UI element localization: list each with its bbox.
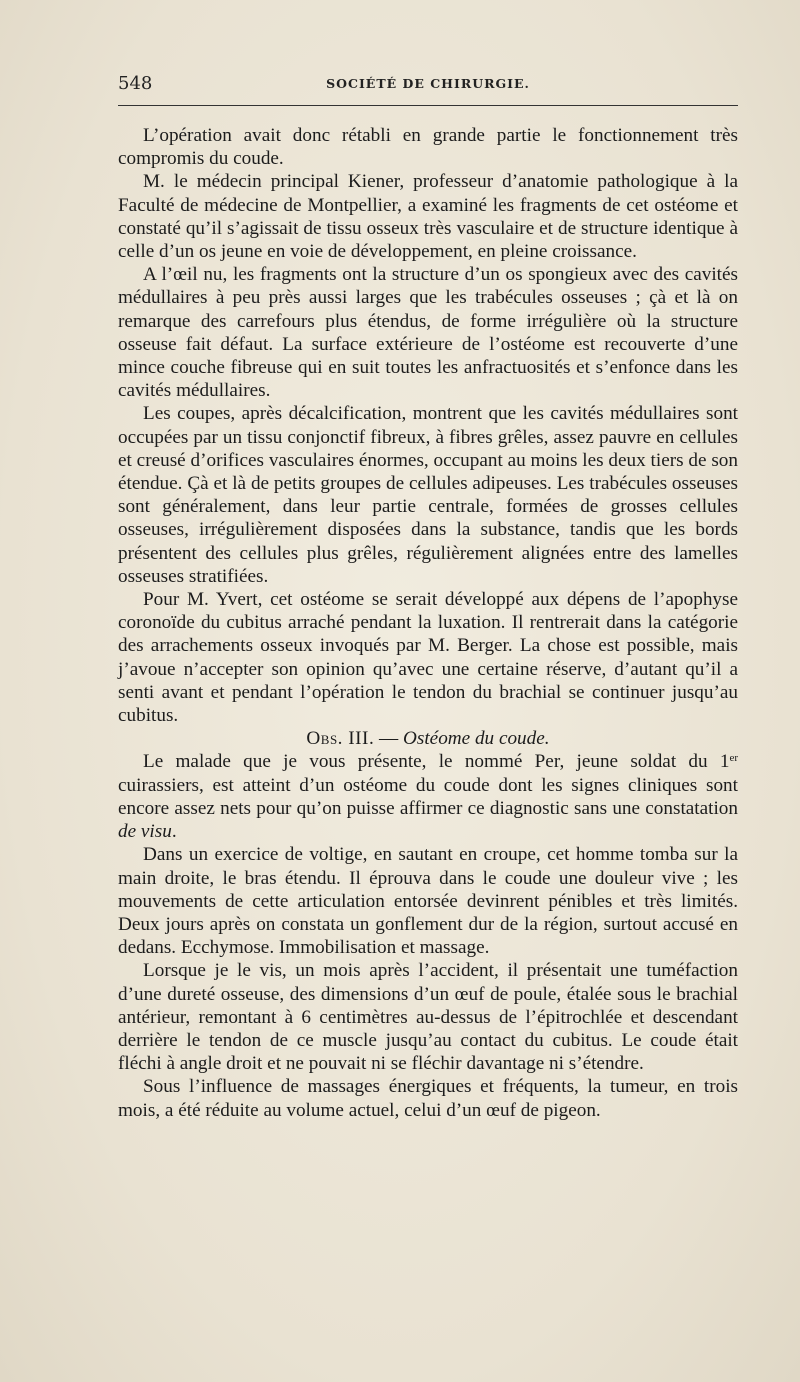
- observation-paragraph: Lorsque je le vis, un mois après l’accident, il présentait une tuméfaction d’une dureté osseuse, des dimensions d’un œuf de poule, étalée sous le brachial antérieur, remontant à 6 centimètres au-dessus de l’épitrochlée et descendant derrière le tendon de ce muscle jusqu’au contact du cubitus. Le coude était fléchi à angle droit et ne pouvait ni se fléchir davantage ni s’étendre.: [118, 960, 738, 1075]
- ordinal-suffix: er: [729, 752, 738, 765]
- paragraph: L’opération avait donc rétabli en grande partie le fonctionnement très compromis du coude.: [118, 125, 738, 170]
- paragraph: Pour M. Yvert, cet ostéome se serait développé aux dépens de l’apophyse coronoïde du cubitus arraché pendant la luxation. Il rentrerait dans la catégorie des arrachements osseux invoqués par M. Berger. La chose est possible, mais j’avoue n’accepter son opinion qu’avec une certaine réserve, d’autant qu’il a senti avant et pendant l’opération le tendon du brachial se continuer jusqu’au cubitus.: [118, 589, 738, 727]
- observation-title: Ostéome du coude.: [403, 728, 550, 750]
- observation-paragraph: Sous l’influence de massages énergiques et fréquents, la tumeur, en trois mois, a été réduite au volume actuel, celui d’un œuf de pigeon.: [118, 1076, 738, 1121]
- paragraph: Les coupes, après décalcification, montrent que les cavités médullaires sont occupées par un tissu conjonctif fibreux, à fibres grêles, assez pauvre en cellules et creusé d’orifices vasculaires énormes, occupant au moins les deux tiers de son étendue. Çà et là de petits groupes de cellules adipeuses. Les trabécules osseuses sont généralement, dans leur partie centrale, formées de grosses cellules osseuses, irrégulièrement disposées dans la substance, tandis que les bords présentent des cellules plus grêles, régulièrement alignées entre des lamelles osseuses stratifiées.: [118, 403, 738, 587]
- observation-paragraph: [118, 750, 738, 843]
- observation-dash: —: [374, 728, 404, 750]
- text-run: cuirassiers, est atteint d’un ostéome du coude dont les signes cliniques sont encore assez nets pour qu’on puisse affirmer ce diagnostic sans une constatation: [118, 774, 738, 819]
- paragraph: M. le médecin principal Kiener, professeur d’anatomie pathologique à la Faculté de médecine de Montpellier, a examiné les fragments de cet ostéome et constaté qu’il s’agissait de tissu osseux très vasculaire et de structure identique à celle d’un os jeune en voie de développement, en pleine croissance.: [118, 171, 738, 263]
- observation-heading: [118, 727, 738, 750]
- page-number: 548: [118, 73, 153, 94]
- text-run: .: [171, 821, 177, 843]
- text-run: Le malade que je vous présente, le nommé Per, jeune soldat du 1: [143, 751, 730, 773]
- running-title: SOCIÉTÉ DE CHIRURGIE.: [326, 76, 530, 91]
- paragraph: A l’œil nu, les fragments ont la structure d’un os spongieux avec des cavités médullaires à peu près aussi larges que les trabécules osseuses ; çà et là on remarque des carrefours plus étendus, de forme irrégulière où la structure osseuse fait défaut. La surface extérieure de l’ostéome est recouverte d’une mince couche fibreuse qui en suit toutes les anfractuosités et s’enfonce dans les cavités médullaires.: [118, 264, 738, 402]
- page-header: [118, 73, 738, 97]
- italic-phrase: de visu: [118, 821, 172, 843]
- observation-paragraph: Dans un exercice de voltige, en sautant en croupe, cet homme tomba sur la main droite, le bras étendu. Il éprouva dans le coude une douleur vive ; les mouvements de cette articulation entorsée devinrent pénibles et très limités. Deux jours après on constata un gonflement dur de la région, surtout accusé en dedans. Ecchymose. Immobilisation et massage.: [118, 844, 738, 959]
- header-rule: [118, 105, 738, 106]
- observation-label: Obs. III.: [306, 728, 375, 750]
- body-text: [118, 124, 738, 1122]
